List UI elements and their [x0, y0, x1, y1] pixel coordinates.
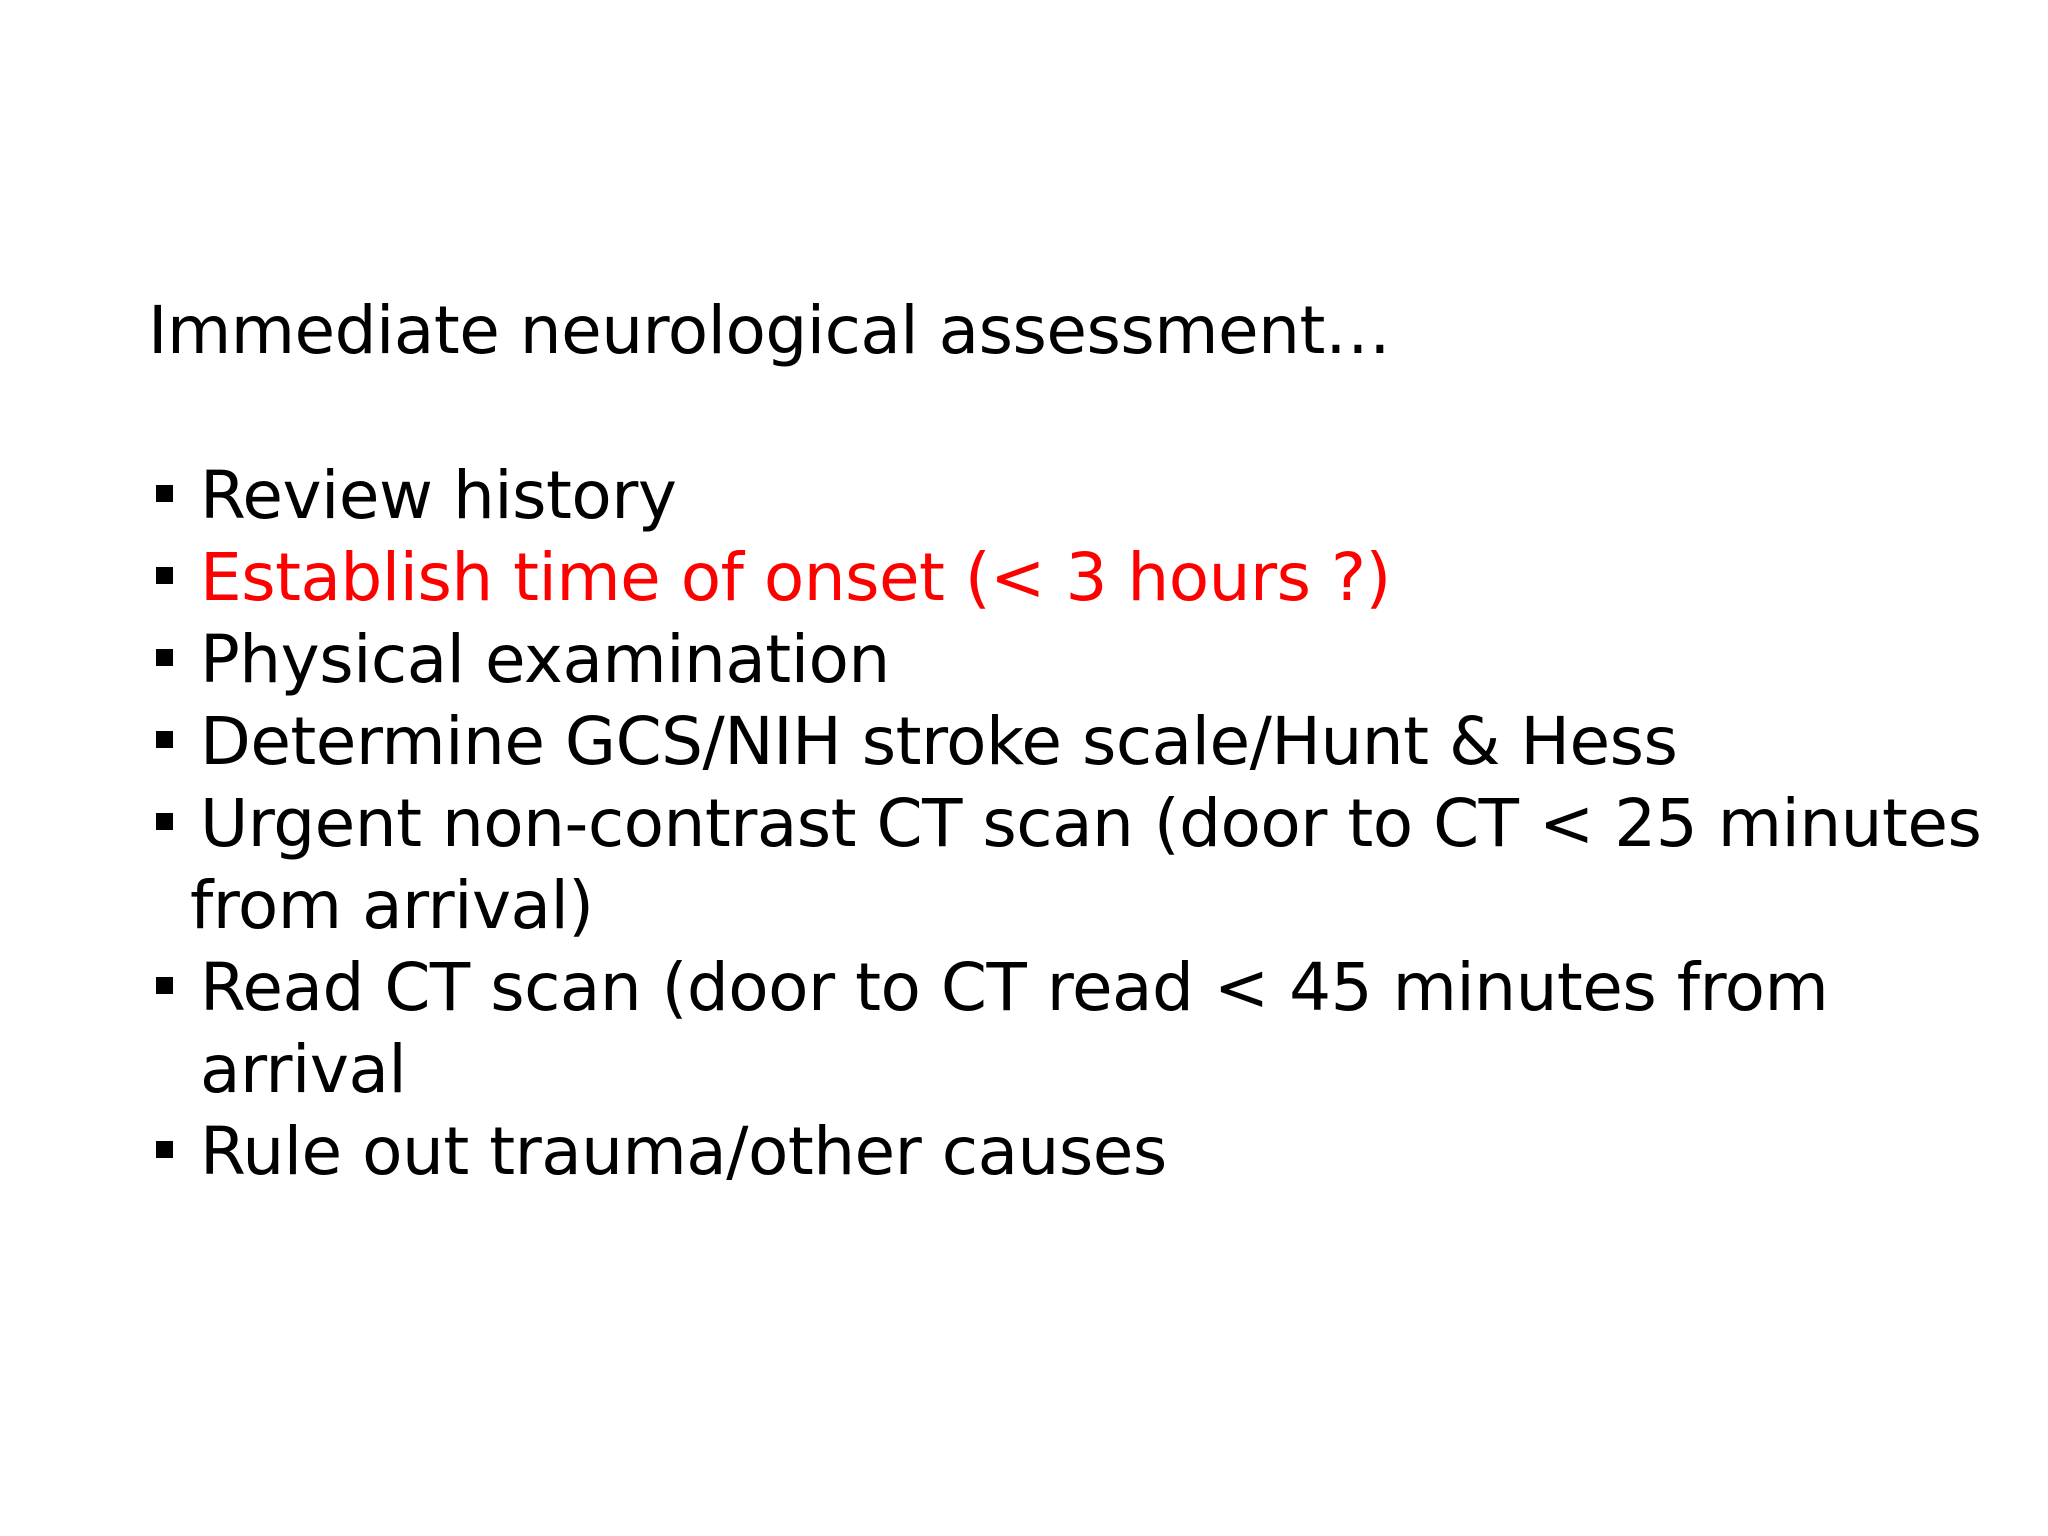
bullet-text: Review history — [200, 457, 677, 534]
square-bullet-icon — [156, 731, 173, 748]
bullet-text-continuation: from arrival) — [190, 867, 594, 944]
bullet-list — [150, 455, 2030, 1193]
slide-heading: Immediate neurological assessment… — [148, 292, 1391, 369]
bullet-item-time-of-onset — [150, 537, 2030, 619]
square-bullet-icon — [156, 1141, 173, 1158]
square-bullet-icon — [156, 813, 173, 830]
bullet-item-physical-exam — [150, 619, 2030, 701]
bullet-text: Determine GCS/NIH stroke scale/Hunt & Hess — [200, 703, 1678, 780]
square-bullet-icon — [156, 649, 173, 666]
bullet-text: Establish time of onset (< 3 hours ?) — [200, 539, 1391, 616]
bullet-item-rule-out — [150, 1111, 2030, 1193]
bullet-text: Rule out trauma/other causes — [200, 1113, 1167, 1190]
bullet-text: Read CT scan (door to CT read < 45 minutes from arrival — [200, 949, 1829, 1108]
bullet-text: Urgent non-contrast CT scan (door to CT < 25 minutes — [200, 785, 1982, 862]
square-bullet-icon — [156, 567, 173, 584]
bullet-item-read-ct — [150, 947, 2030, 1111]
square-bullet-icon — [156, 977, 173, 994]
bullet-item-ct-scan — [150, 783, 2030, 947]
bullet-text: Physical examination — [200, 621, 890, 698]
bullet-item-review-history — [150, 455, 2030, 537]
square-bullet-icon — [156, 485, 173, 502]
bullet-item-stroke-scale — [150, 701, 2030, 783]
